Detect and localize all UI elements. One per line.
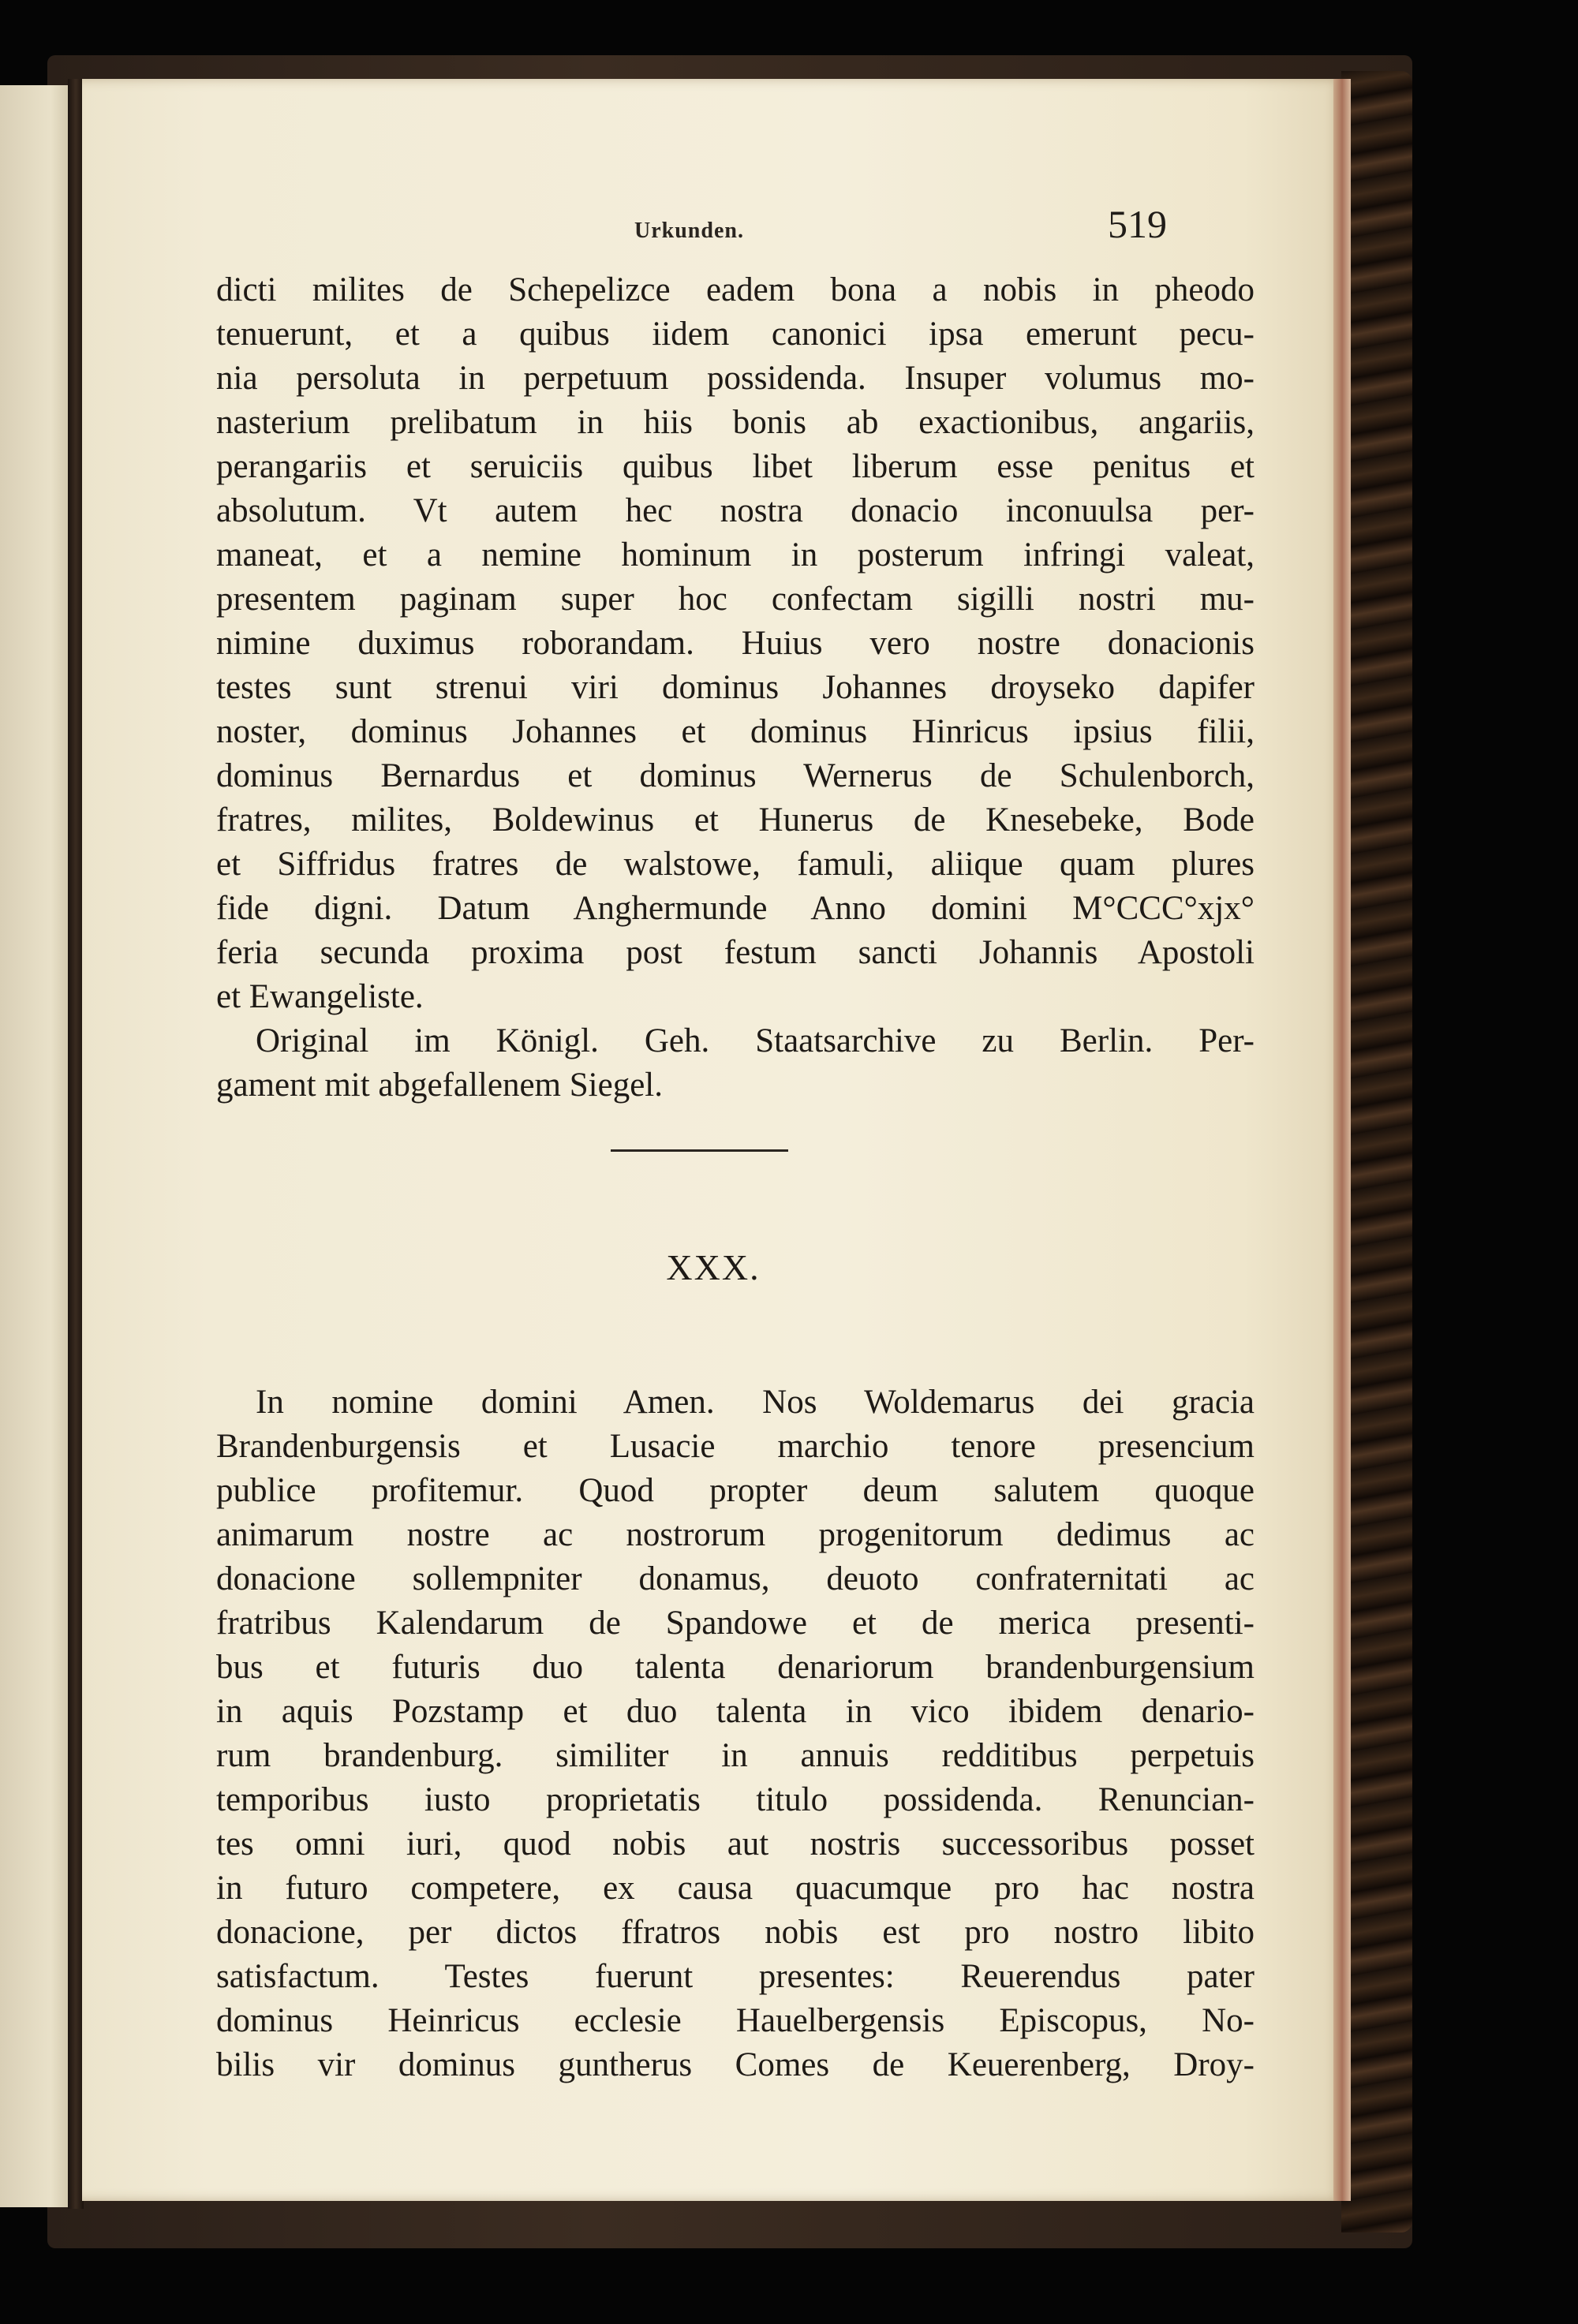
text-line: et Siffridus fratres de walstowe, famuli, aliique quam plures — [216, 846, 1255, 883]
text-line: satisfactum. Testes fuerunt presentes: Reuerendus pater — [216, 1958, 1255, 1995]
text-line: nia persoluta in perpetuum possidenda. Insuper volumus mo- — [216, 360, 1255, 397]
source-note-line: Original im Königl. Geh. Staatsarchive zu Berlin. Per- — [256, 1022, 1255, 1059]
text-line: tenuerunt, et a quibus iidem canonici ipsa emerunt pecu- — [216, 316, 1255, 353]
page-number: 519 — [1108, 202, 1167, 246]
text-line: Brandenburgensis et Lusacie marchio tenore presencium — [216, 1428, 1255, 1465]
text-line: dominus Heinricus ecclesie Hauelbergensis Episcopus, No- — [216, 2002, 1255, 2039]
text-line: fratribus Kalendarum de Spandowe et de merica presenti- — [216, 1605, 1255, 1642]
text-line: fratres, milites, Boldewinus et Hunerus de Knesebeke, Bode — [216, 801, 1255, 839]
previous-page-edge — [0, 85, 73, 2207]
source-note-line: gament mit abgefallenem Siegel. — [216, 1067, 663, 1104]
text-line: tes omni iuri, quod nobis aut nostris successoribus posset — [216, 1825, 1255, 1863]
text-line: maneat, et a nemine hominum in posterum infringi valeat, — [216, 536, 1255, 574]
text-line: absolutum. Vt autem hec nostra donacio inconuulsa per- — [216, 492, 1255, 529]
document-text — [216, 1381, 1255, 2087]
text-line: feria secunda proxima post festum sancti Johannis Apostoli — [216, 934, 1255, 971]
text-line: donacione sollempniter donamus, deuoto confraternitati ac — [216, 1560, 1255, 1597]
text-line: bus et futuris duo talenta denariorum brandenburgensium — [216, 1649, 1255, 1686]
text-line: testes sunt strenui viri dominus Johannes droyseko dapifer — [216, 669, 1255, 706]
text-line: animarum nostre ac nostrorum progenitorum dedimus ac — [216, 1516, 1255, 1553]
text-line: noster, dominus Johannes et dominus Hinricus ipsius filii, — [216, 713, 1255, 750]
text-line: fide digni. Datum Anghermunde Anno domini M°CCC°xjx° — [216, 890, 1255, 927]
text-line: et Ewangeliste. — [216, 978, 424, 1015]
text-line: rum brandenburg. similiter in annuis redditibus perpetuis — [216, 1737, 1255, 1774]
text-line: bilis vir dominus guntherus Comes de Keuerenberg, Droy- — [216, 2046, 1255, 2083]
section-divider — [611, 1149, 788, 1152]
running-head: Urkunden. — [634, 219, 744, 243]
section-number: XXX. — [666, 1247, 761, 1287]
book-binding-edge — [1341, 71, 1412, 2232]
text-line: nasterium prelibatum in hiis bonis ab exactionibus, angariis, — [216, 404, 1255, 441]
text-line: publice profitemur. Quod propter deum salutem quoque — [216, 1472, 1255, 1509]
text-line: in futuro competere, ex causa quacumque pro hac nostra — [216, 1870, 1255, 1907]
text-line: temporibus iusto proprietatis titulo possidenda. Renuncian- — [216, 1781, 1255, 1818]
text-line: in aquis Pozstamp et duo talenta in vico ibidem denario- — [216, 1693, 1255, 1730]
document-text-continued — [216, 268, 1255, 1108]
text-line: In nomine domini Amen. Nos Woldemarus dei gracia — [256, 1384, 1255, 1421]
text-line: dominus Bernardus et dominus Wernerus de Schulenborch, — [216, 757, 1255, 794]
page-fore-edge — [1333, 79, 1351, 2201]
text-line: presentem paginam super hoc confectam sigilli nostri mu- — [216, 581, 1255, 618]
book-gutter — [68, 79, 84, 2209]
text-line: nimine duximus roborandam. Huius vero nostre donacionis — [216, 625, 1255, 662]
text-line: donacione, per dictos ffratros nobis est pro nostro libito — [216, 1914, 1255, 1951]
text-line: dicti milites de Schepelizce eadem bona a nobis in pheodo — [216, 271, 1255, 308]
page-header — [82, 201, 1344, 248]
text-line: perangariis et seruiciis quibus libet liberum esse penitus et — [216, 448, 1255, 485]
book-page — [82, 79, 1344, 2201]
